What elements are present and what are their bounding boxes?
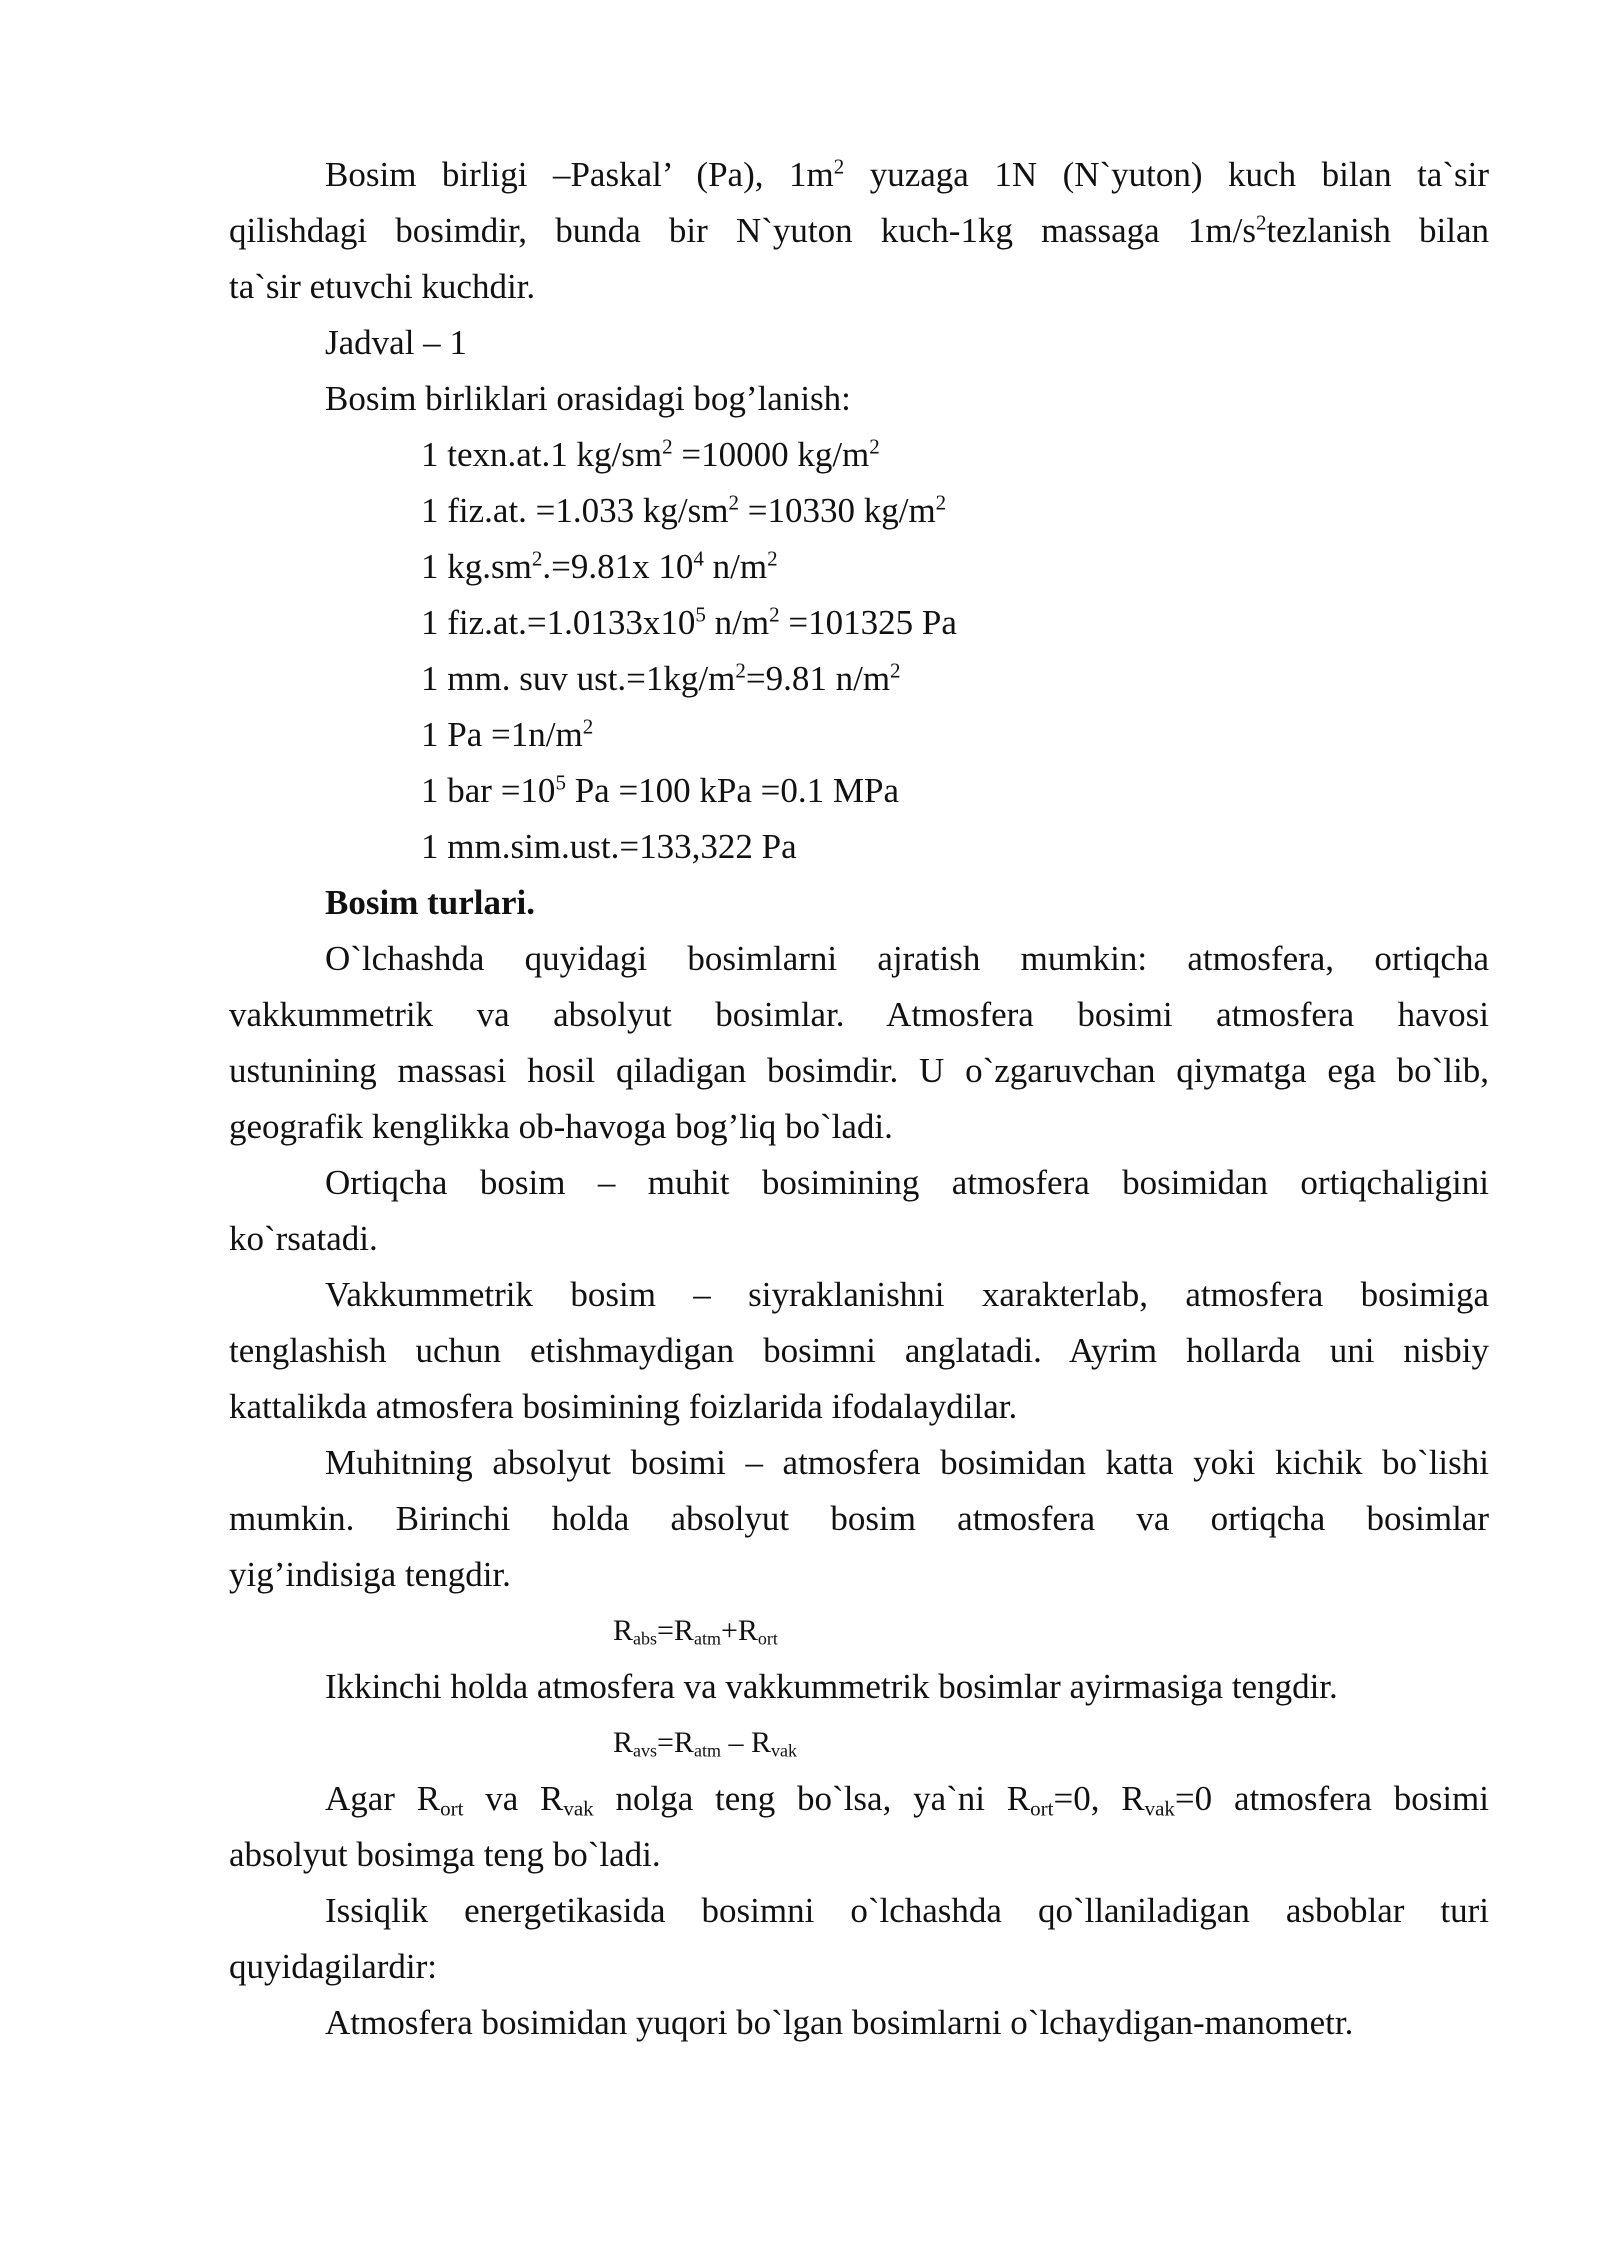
unit-row-7: 1 bar $=10^5$ Pa =100 kPa =0.1 MPa [421, 770, 900, 810]
p1-line-3: ta`sir etuvchi kuchdir. [229, 267, 536, 306]
p4-line-3: kattalikda atmosfera bosimining foizlarida ifodalaydilar. [229, 1387, 1018, 1426]
text: qilishdagi bosimdir, bunda bir N`yuton kuch-1kg massaga 1m/s [229, 211, 1256, 250]
unit-row-3: 1 $kg.sm^2.=9.81x$ $10^4$ $n/m^2$ [421, 546, 778, 586]
formula-absolute: $R_{abs}=R_{atm}+R_{ort}$ [613, 1614, 778, 1649]
unit-row-1: 1 texn.at.1 $kg/sm^2 =10000$ $kg/m^2$ [421, 434, 880, 474]
p7-line-2: absolyut bosimga teng bo`ladi. [229, 1835, 661, 1874]
table-label: Jadval – 1 [325, 323, 467, 362]
unit-row-6: 1 $Pa =1n/m^2$ [421, 714, 594, 754]
unit-row-8: 1 mm.sim.ust.=133,322 Pa [421, 827, 797, 866]
table-title: Bosim birliklari orasidagi bog’lanish: [325, 379, 851, 418]
p2-line-4: geografik kenglikka ob-havoga bog’liq bo`ladi. [229, 1107, 893, 1146]
superscript: 2 [1255, 210, 1267, 235]
p7-line-1: Agar $R_{ort}$ va $R_{vak}$ nolga teng bo`lsa, ya`ni $R_{ort}=0$, $R_{vak}=0$ atmosfera bosimi [325, 1779, 1489, 1821]
text: tezlanish bilan [1266, 211, 1489, 250]
p4-line-2: tenglashish uchun etishmaydigan bosimni anglatadi. Ayrim hollarda uni nisbiy [229, 1331, 1489, 1370]
p9-line-1: Atmosfera bosimidan yuqori bo`lgan bosimlarni o`lchaydigan-manometr. [325, 2003, 1354, 2042]
p3-line-2: ko`rsatadi. [229, 1219, 378, 1258]
superscript: 2 [833, 154, 845, 179]
text: yuzaga 1N (N`yuton) kuch bilan ta`sir [844, 155, 1489, 194]
p8-line-1: Issiqlik energetikasida bosimni o`lchashda qo`llaniladigan asboblar turi [325, 1891, 1489, 1930]
p5-line-2: mumkin. Birinchi holda absolyut bosim atmosfera va ortiqcha bosimlar [229, 1499, 1489, 1538]
text: Bosim birligi –Paskal’ (Pa), 1m [325, 155, 834, 194]
unit-row-5: 1 mm. suv $ust.=1kg/m^2=9.81$ $n/m^2$ [421, 658, 901, 698]
p5-line-1: Muhitning absolyut bosimi – atmosfera bosimidan katta yoki kichik bo`lishi [325, 1443, 1489, 1482]
p1-line-1 [325, 155, 1489, 195]
p2-line-2: vakkummetrik va absolyut bosimlar. Atmosfera bosimi atmosfera havosi [229, 995, 1489, 1034]
p3-line-1: Ortiqcha bosim – muhit bosimining atmosfera bosimidan ortiqchaligini [325, 1163, 1489, 1202]
unit-row-2: 1 fiz.at. =1.033 $kg/sm^2 =10330$ $kg/m^2$ [421, 490, 947, 530]
p4-line-1: Vakkummetrik bosim – siyraklanishni xarakterlab, atmosfera bosimiga [325, 1275, 1489, 1314]
p2-line-3: ustunining massasi hosil qiladigan bosimdir. U o`zgaruvchan qiymatga ega bo`lib, [229, 1051, 1489, 1090]
formula-vacuum: $R_{avs}=R_{atm} - R_{vak}$ [613, 1726, 797, 1761]
p5-line-3: yig’indisiga tengdir. [229, 1555, 511, 1594]
p1-line-2 [229, 211, 1489, 251]
p6-line-1: Ikkinchi holda atmosfera va vakkummetrik bosimlar ayirmasiga tengdir. [325, 1667, 1338, 1706]
unit-row-4: 1 $fiz.at.=1.0133x10^5$ $n/m^2 =101325$ Pa [421, 602, 957, 642]
p2-line-1: O`lchashda quyidagi bosimlarni ajratish mumkin: atmosfera, ortiqcha [325, 939, 1489, 978]
section-heading: Bosim turlari. [325, 883, 535, 922]
p8-line-2: quyidagilardir: [229, 1947, 438, 1986]
